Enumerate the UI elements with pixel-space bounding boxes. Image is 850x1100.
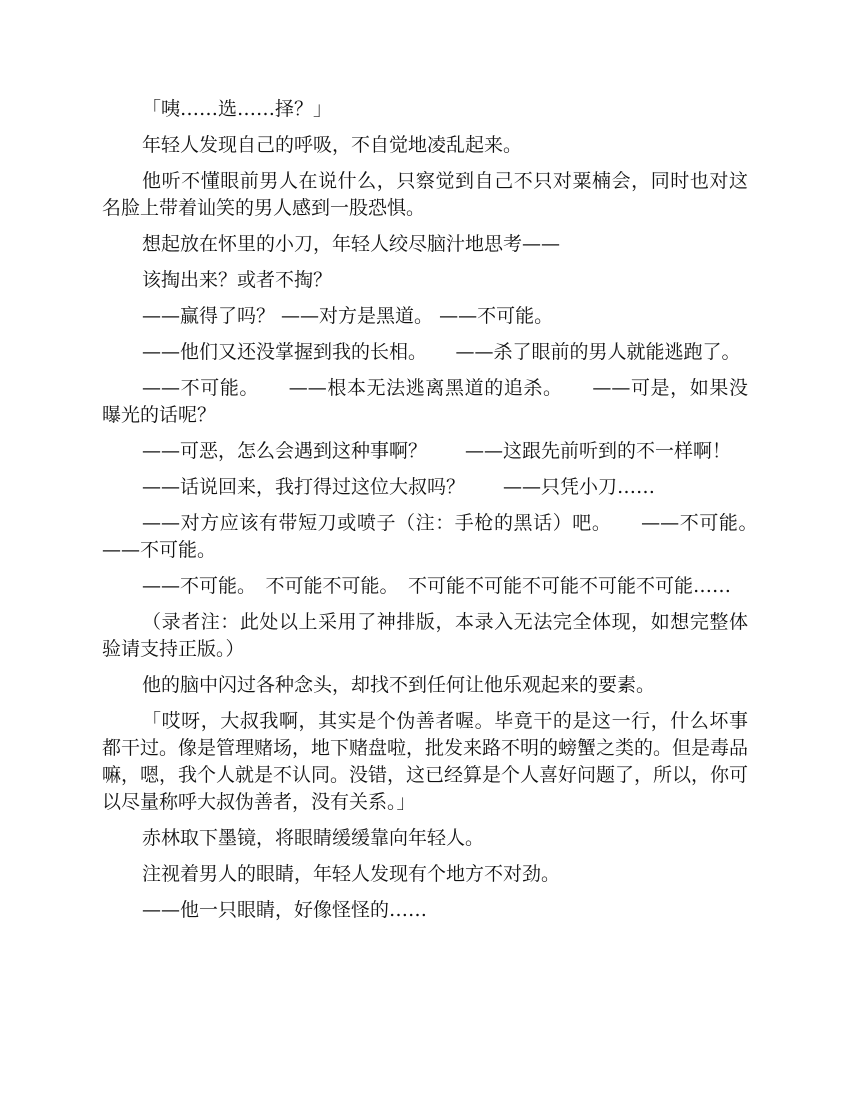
paragraph-12: ——不可能。 不可能不可能。 不可能不可能不可能不可能不可能…… — [142, 575, 732, 597]
paragraph-13: （录者注：此处以上采用了神排版，本录入无法完全体现，如想完整体验请支持正版。） — [102, 611, 748, 660]
paragraph-18: ——他一只眼睛，好像怪怪的…… — [142, 899, 428, 921]
paragraph-1: 「咦……选……择？」 — [142, 98, 333, 120]
paragraph-6: ——赢得了吗？ ——对方是黑道。 ——不可能。 — [142, 305, 554, 327]
paragraph-4: 想起放在怀里的小刀，年轻人绞尽脑汁地思考—— — [142, 233, 561, 255]
paragraph-8: ——不可能。 ——根本无法逃离黑道的追杀。 ——可是，如果没曝光的话呢？ — [102, 377, 748, 426]
paragraph-14: 他的脑中闪过各种念头，却找不到任何让他乐观起来的要素。 — [142, 674, 656, 696]
paragraph-5: 该掏出来？或者不掏？ — [142, 269, 333, 291]
paragraph-7: ——他们又还没掌握到我的长相。 ——杀了眼前的男人就能逃跑了。 — [142, 341, 741, 363]
paragraph-2: 年轻人发现自己的呼吸，不自觉地凌乱起来。 — [142, 134, 523, 156]
paragraph-16: 赤林取下墨镜，将眼睛缓缓靠向年轻人。 — [142, 827, 485, 849]
paragraph-10: ——话说回来，我打得过这位大叔吗？ ——只凭小刀…… — [142, 476, 656, 498]
paragraph-9: ——可恶，怎么会遇到这种事啊？ ——这跟先前听到的不一样啊！ — [142, 440, 732, 462]
document-body — [102, 96, 787, 933]
paragraph-11: ——对方应该有带短刀或喷子（注：手枪的黑话）吧。 ——不可能。 ——不可能。 — [102, 512, 787, 561]
paragraph-17: 注视着男人的眼睛，年轻人发现有个地方不对劲。 — [142, 863, 561, 885]
paragraph-3: 他听不懂眼前男人在说什么，只察觉到自己不只对粟楠会，同时也对这名脸上带着讪笑的男人感到一股恐惧。 — [102, 170, 748, 219]
paragraph-15: 「哎呀，大叔我啊，其实是个伪善者喔。毕竟干的是这一行，什么坏事都干过。像是管理赌场，地下赌盘啦，批发来路不明的螃蟹之类的。但是毒品嘛，嗯，我个人就是不认同。没错，这已经算是个人喜好问题了，所以，你可以尽量称呼大叔伪善者，没有关系。」 — [102, 710, 749, 813]
